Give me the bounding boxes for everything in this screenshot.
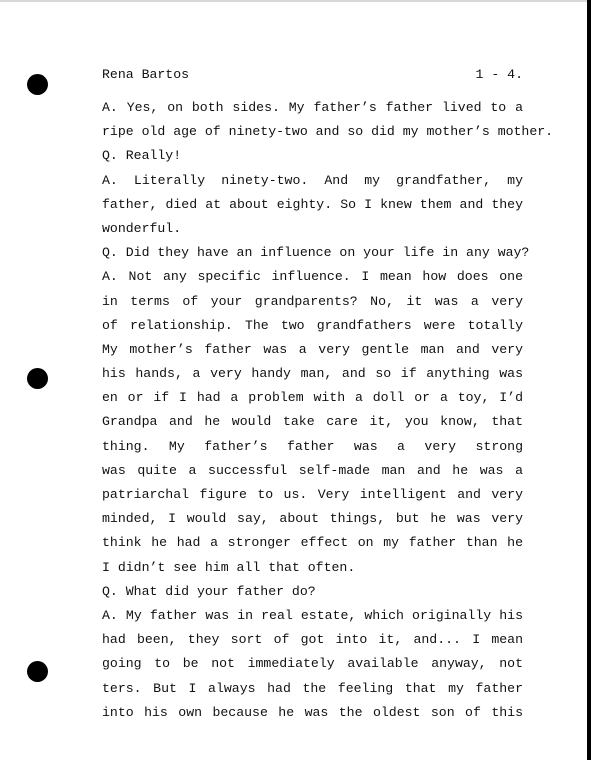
header-author: Rena Bartos — [102, 67, 190, 82]
page-top-edge — [0, 0, 591, 2]
transcript-line: A. My father was in real estate, which originally his — [102, 607, 523, 623]
transcript-line: his hands, a very handy man, and so if anything was — [102, 366, 523, 382]
transcript-line: in terms of your grandparents? No, it was a very — [102, 293, 523, 309]
transcript-line: Q. Did they have an influence on your life in any way? — [102, 245, 530, 261]
punch-hole-bottom — [27, 661, 48, 682]
transcript-line: Q. What did your father do? — [102, 583, 316, 599]
punch-hole-top — [27, 74, 48, 95]
transcript-line: was quite a successful self-made man and he was a — [102, 462, 523, 478]
transcript-line: A. Yes, on both sides. My father’s father lived to a — [102, 100, 523, 115]
transcript-line: en or if I had a problem with a doll or a toy, I’d — [102, 390, 523, 406]
transcript-line: thing. My father’s father was a very strong — [102, 438, 523, 454]
transcript-line: My mother’s father was a very gentle man and very — [102, 341, 523, 357]
transcript-line: Q. Really! — [102, 148, 182, 164]
transcript-line: minded, I would say, about things, but he was very — [102, 511, 523, 527]
transcript-line: of relationship. The two grandfathers were totally — [102, 317, 523, 333]
transcript-line: think he had a stronger effect on my father than he — [102, 535, 523, 551]
transcript-body — [102, 96, 554, 725]
transcript-line: into his own because he was the oldest son of this — [102, 704, 523, 720]
transcript-line: had been, they sort of got into it, and... I mean — [102, 632, 523, 648]
transcript-line: ters. But I always had the feeling that my father — [102, 680, 523, 696]
header-page-number: 1 - 4. — [475, 67, 523, 82]
transcript-line: ripe old age of ninety-two and so did my mother’s mother. — [102, 124, 554, 140]
transcript-line: Grandpa and he would take care it, you know, that — [102, 414, 523, 430]
page-header — [102, 67, 523, 87]
transcript-line: wonderful. — [102, 220, 182, 236]
punch-hole-middle — [27, 368, 48, 389]
transcript-line: A. Not any specific influence. I mean how does one — [102, 269, 523, 285]
transcript-line: father, died at about eighty. So I knew them and they — [102, 196, 523, 212]
transcript-line: I didn’t see him all that often. — [102, 559, 356, 575]
transcript-line: going to be not immediately available anyway, not — [102, 656, 523, 672]
page-right-edge — [587, 0, 591, 760]
transcript-line: patriarchal figure to us. Very intelligent and very — [102, 487, 523, 502]
transcript-line: A. Literally ninety-two. And my grandfather, my — [102, 172, 523, 188]
